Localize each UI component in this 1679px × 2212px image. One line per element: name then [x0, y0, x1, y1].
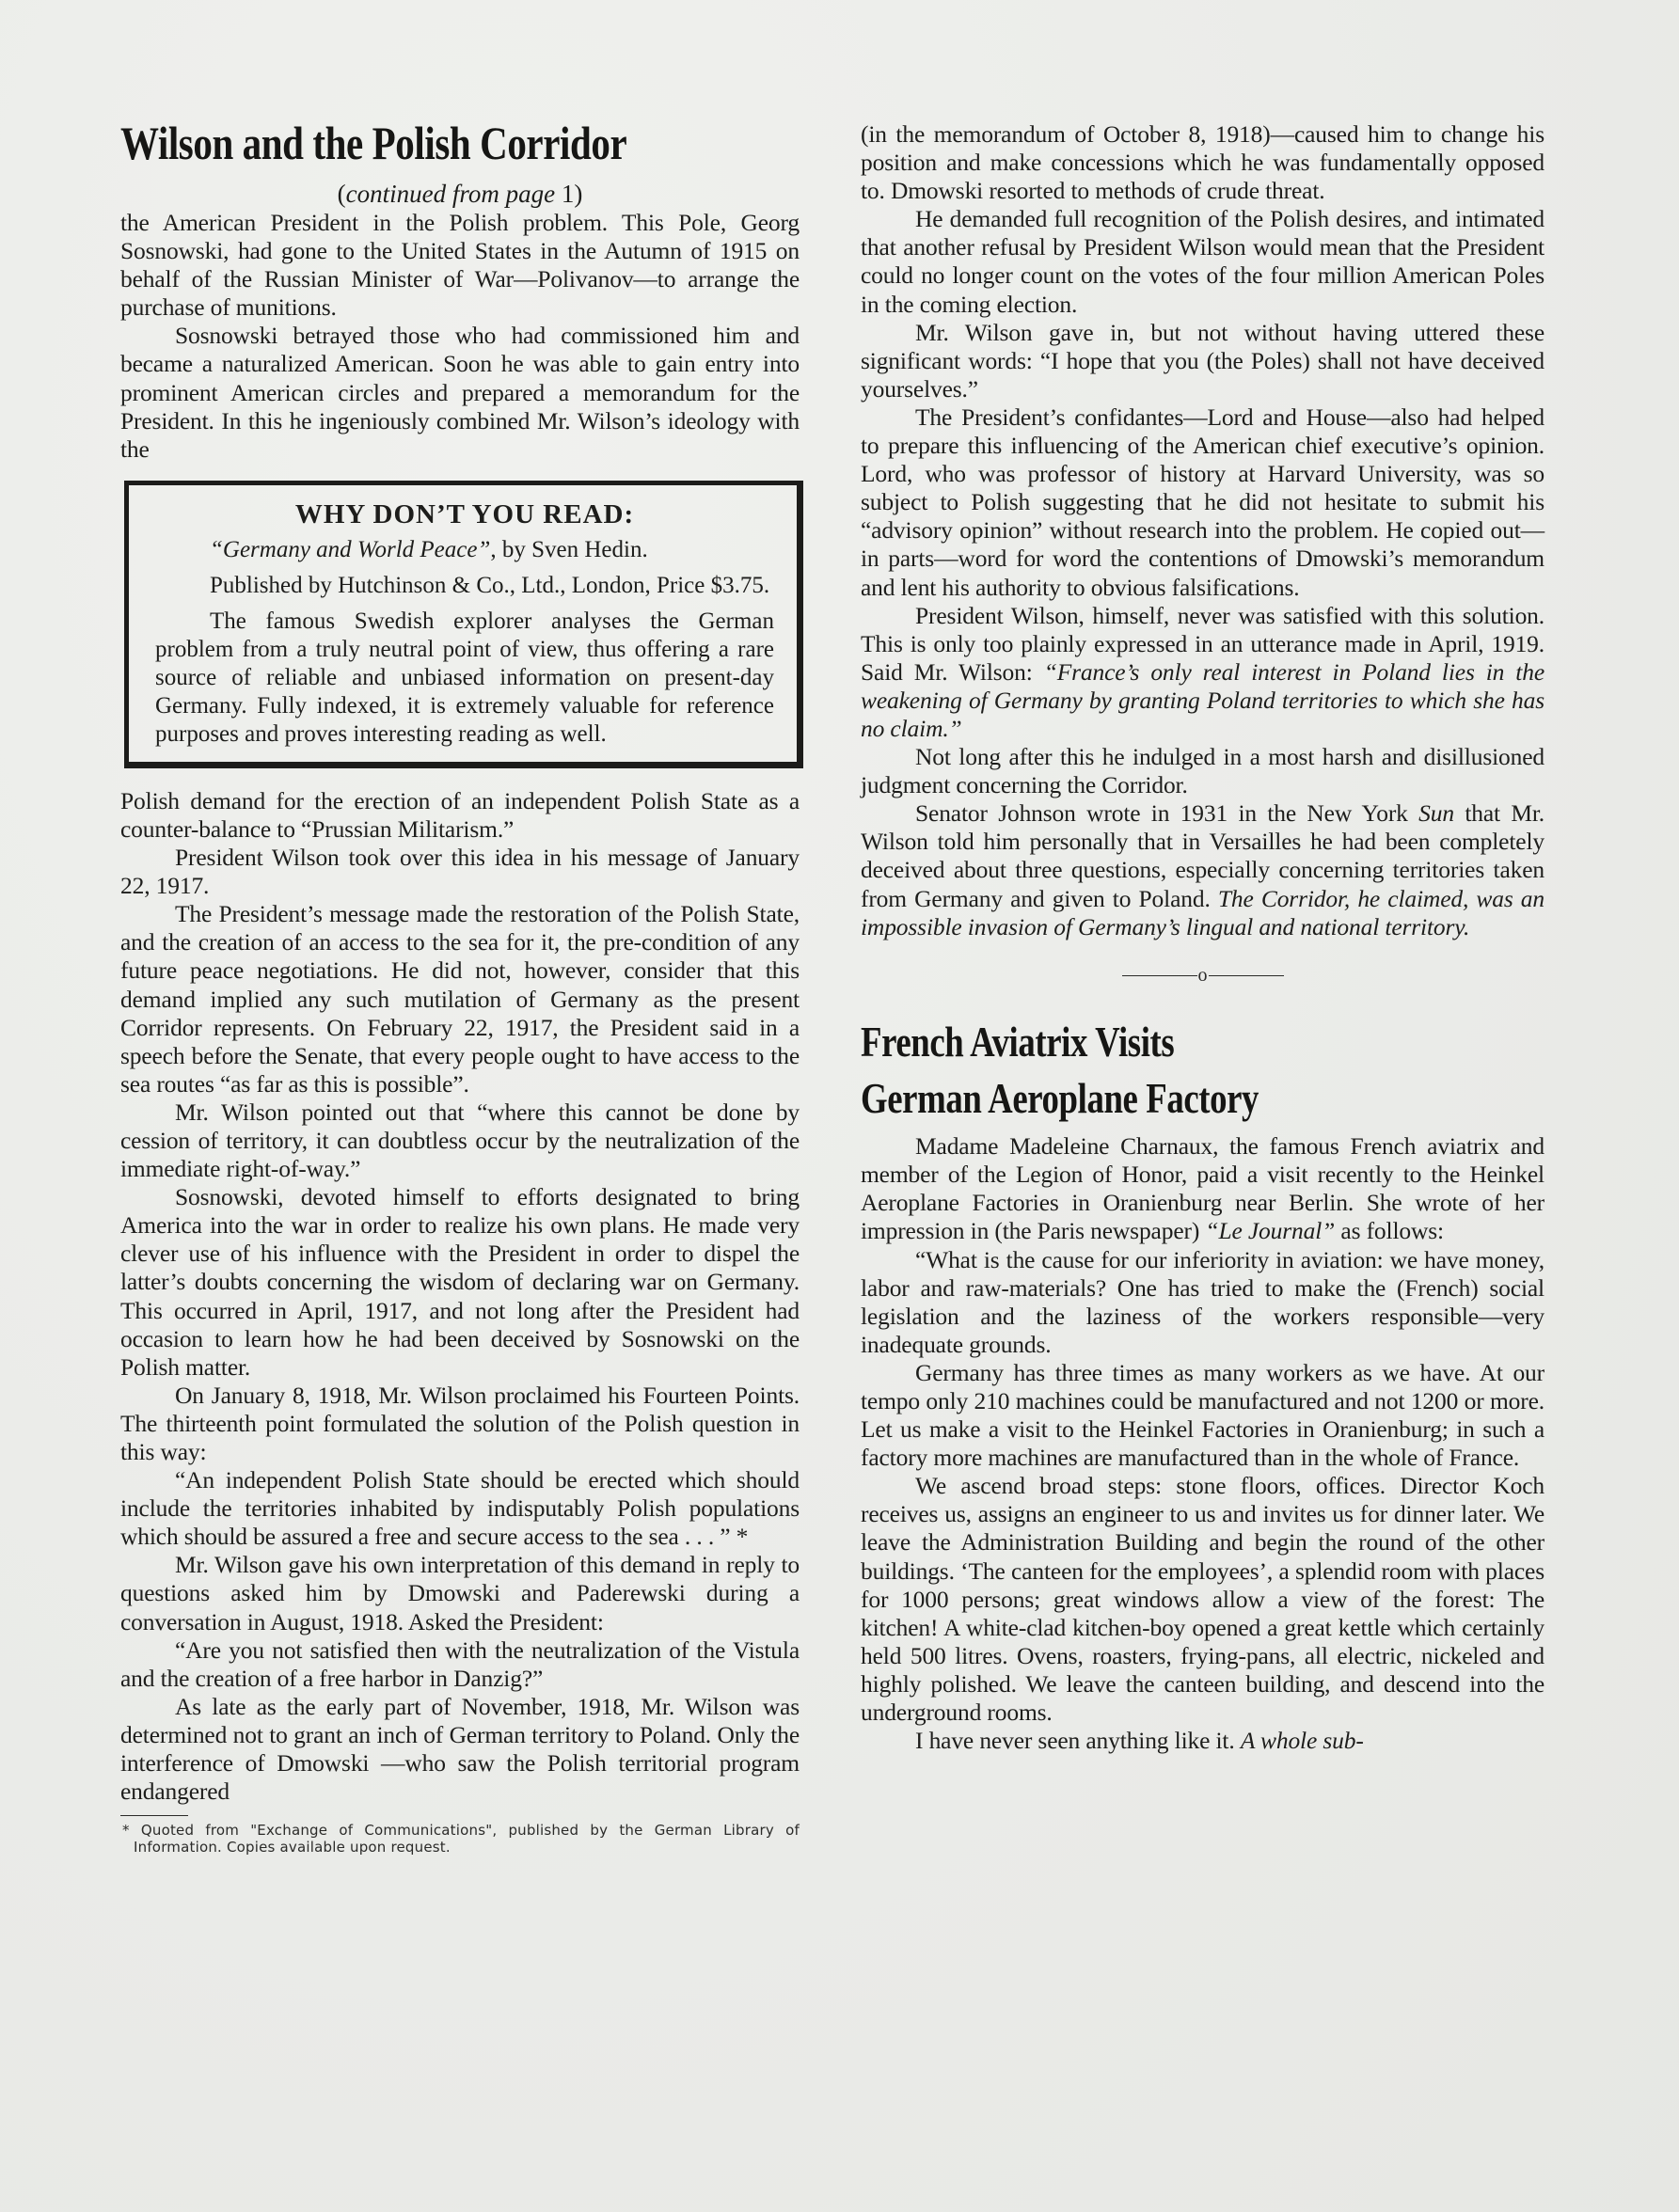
paragraph — [861, 1727, 1544, 1755]
paragraph — [861, 1132, 1544, 1245]
paragraph: Germany has three times as many workers as we have. At our tempo only 210 machines could be manufactured and not 1200 or more. Let us make a visit to the Heinkel Factories in Oranienburg; in such a factory more machines are manufactured than in the whole of France. — [861, 1358, 1544, 1472]
box-title: WHY DON’T YOU READ: — [294, 498, 635, 529]
paragraph-text: that Mr. Wilson told him personally that in Versailles he had been completely deceived about three questions, especially concerning territories taken from Germany and given to Poland. — [861, 799, 1544, 912]
corridor-claim-quote: The Corridor, he claimed, was an impossible invasion of Germany’s lingual and national territory. — [861, 884, 1544, 940]
paragraph: Not long after this he indulged in a most harsh and disillusioned judgment concerning the Corridor. — [861, 743, 1544, 799]
paragraph: (in the memorandum of October 8, 1918)—caused him to change his position and make concessions which he was fundamentally opposed to. Dmowski resorted to methods of crude threat. — [861, 120, 1544, 205]
book-title: “Germany and World Peace” — [210, 536, 491, 562]
paragraph: Polish demand for the erection of an independent Polish State as a counter-balance to “Prussian Militarism.” — [120, 786, 800, 843]
paragraph-text: Madame Madeleine Charnaux, the famous French aviatrix and member of the Legion of Honor, paid a visit recently to the Heinkel Aeroplane Factories in Oranienburg near Berlin. She wrote of her impression in (the Paris newspaper) — [861, 1132, 1544, 1245]
left-column — [120, 117, 800, 1856]
fourteen-points-quote: “An independent Polish State should be erected which should include the territories inhabited by indisputably Polish populations which should be assured a free and secure access to the sea . . . ” * — [120, 1466, 800, 1551]
continued-prefix: ( — [337, 180, 346, 208]
book-publisher: Published by Hutchinson & Co., Ltd., London, Price $3.75. — [210, 572, 770, 598]
section-divider — [861, 964, 1544, 986]
wilson-france-quote: “France’s only real interest in Poland lies in the weakening of Germany by granting Poland territories to which she has no claim.” — [861, 657, 1544, 742]
divider-line — [1209, 975, 1284, 976]
paragraph: On January 8, 1918, Mr. Wilson proclaimed his Fourteen Points. The thirteenth point formulated the solution of the Polish question in this way: — [120, 1381, 800, 1465]
wilson-quote: “Are you not satisfied then with the neutralization of the Vistula and the creation of a free harbor in Danzig?” — [120, 1635, 800, 1692]
book-recommendation-box — [124, 481, 803, 768]
divider-mark: o — [1197, 965, 1208, 987]
paragraph — [861, 799, 1544, 940]
headline-line: German Aeroplane Factory — [861, 1074, 1259, 1123]
paragraph-italic: A whole sub- — [1240, 1727, 1364, 1755]
headline-line: French Aviatrix Visits — [861, 1018, 1175, 1066]
paragraph: Mr. Wilson gave his own interpretation of this demand in reply to questions asked him by Dmowski and Paderewski during a conversation in August, 1918. Asked the President: — [120, 1551, 800, 1635]
paragraph — [861, 602, 1544, 743]
continued-suffix: 1) — [555, 180, 583, 208]
divider-line — [1122, 975, 1197, 976]
paragraph: Mr. Wilson gave in, but not without having uttered these significant words: “I hope that you (the Poles) shall not have deceived yourselves.” — [861, 318, 1544, 403]
right-column — [861, 120, 1544, 1755]
paragraph: The President’s confidantes—Lord and House—also had helped to prepare this influencing of the American chief executive’s opinion. Lord, who was professor of history at Harvard University, was so subject to Polish suggesting that he did not hesitate to submit his “advisory opinion” without research into the problem. He copied out—in parts—word for word the contentions of Dmowski’s memorandum and lent his authority to obvious falsifications. — [861, 403, 1544, 601]
continued-italic: continued from page — [345, 180, 556, 208]
article-headline-aviatrix — [861, 1014, 1544, 1127]
book-author: , by Sven Hedin. — [490, 536, 648, 562]
paragraph-text: as follows: — [1335, 1217, 1444, 1245]
paragraph-text: President Wilson, himself, never was satisfied with this solution. This is only too plainly expressed in an utterance made in April, 1919. Said Mr. Wilson: — [861, 601, 1544, 686]
paragraph: We ascend broad steps: stone floors, offices. Director Koch receives us, assigns an engineer to us and invites us for dinner later. We leave the Administration Building and begin the round of the other buildings. ‘The canteen for the employees’, a splendid room with places for 1000 persons; great windows allow a view of the forest: The kitchen! A white-clad kitchen-boy opened a great kettle which certainly held 500 litres. Ovens, roasters, frying-pans, all electric, nickeled and highly polished. We leave the canteen building, and descend into the underground rooms. — [861, 1472, 1544, 1726]
paragraph: Sosnowski betrayed those who had commissioned him and became a naturalized American. Soon he was able to gain entry into prominent American circles and prepared a memorandum for the President. In this he ingeniously combined Mr. Wilson’s ideology with the — [120, 322, 800, 463]
paragraph-text: Senator Johnson wrote in 1931 in the New York — [915, 799, 1419, 828]
book-reference — [155, 536, 774, 564]
paragraph: He demanded full recognition of the Polish desires, and intimated that another refusal by President Wilson would mean that the President could no longer count on the votes of the four million American Poles in the coming election. — [861, 205, 1544, 318]
book-description: The famous Swedish explorer analyses the German problem from a truly neutral point of view, thus offering a rare source of reliable and unbiased information on present-day Germany. Fully indexed, it is extremely valuable for reference purposes and proves interesting reading as well. — [155, 608, 774, 747]
paragraph: the American President in the Polish problem. This Pole, Georg Sosnowski, had gone to the United States in the Autumn of 1915 on behalf of the Russian Minister of War—Polivanov—to arrange the purchase of munitions. — [120, 209, 800, 322]
newspaper-name: Sun — [1418, 799, 1454, 828]
footnote-rule — [120, 1815, 188, 1816]
paragraph: The President’s message made the restoration of the Polish State, and the creation of an access to the sea for it, the pre-condition of any future peace negotiations. He did not, however, consider that this demand implied any such mutilation of Germany as the present Corridor represents. On February 22, 1917, the President said in a speech before the Senate, that every people ought to have access to the sea routes “as far as this is possible”. — [120, 900, 800, 1098]
footnote: * Quoted from "Exchange of Communications", published by the German Library of Information. Copies available upon request. — [122, 1822, 800, 1856]
paragraph: As late as the early part of November, 1918, Mr. Wilson was determined not to grant an inch of German territory to Poland. Only the interference of Dmowski —who saw the Polish territorial program endangered — [120, 1692, 800, 1806]
article-headline-wilson: Wilson and the Polish Corridor — [120, 117, 627, 169]
paragraph: Mr. Wilson pointed out that “where this cannot be done by cession of territory, it can doubtless occur by the neutralization of the immediate right-of-way.” — [120, 1098, 800, 1183]
newspaper-name: “Le Journal” — [1205, 1217, 1336, 1245]
paragraph: Sosnowski, devoted himself to efforts designated to bring America into the war in order to realize his own plans. He made very clever use of his influence with the President in order to dispel the latter’s doubts concerning the wisdom of declaring war on Germany. This occurred in April, 1917, and not long after the President had occasion to learn how he had been deceived by Sosnowski on the Polish matter. — [120, 1183, 800, 1381]
continued-note — [120, 179, 800, 209]
paragraph: President Wilson took over this idea in his message of January 22, 1917. — [120, 844, 800, 900]
paragraph-text: I have never seen anything like it. — [915, 1727, 1241, 1755]
paragraph: “What is the cause for our inferiority in aviation: we have money, labor and raw-materials? One has tried to make the (French) social legislation and the laziness of the workers responsible—very inadequate grounds. — [861, 1245, 1544, 1358]
